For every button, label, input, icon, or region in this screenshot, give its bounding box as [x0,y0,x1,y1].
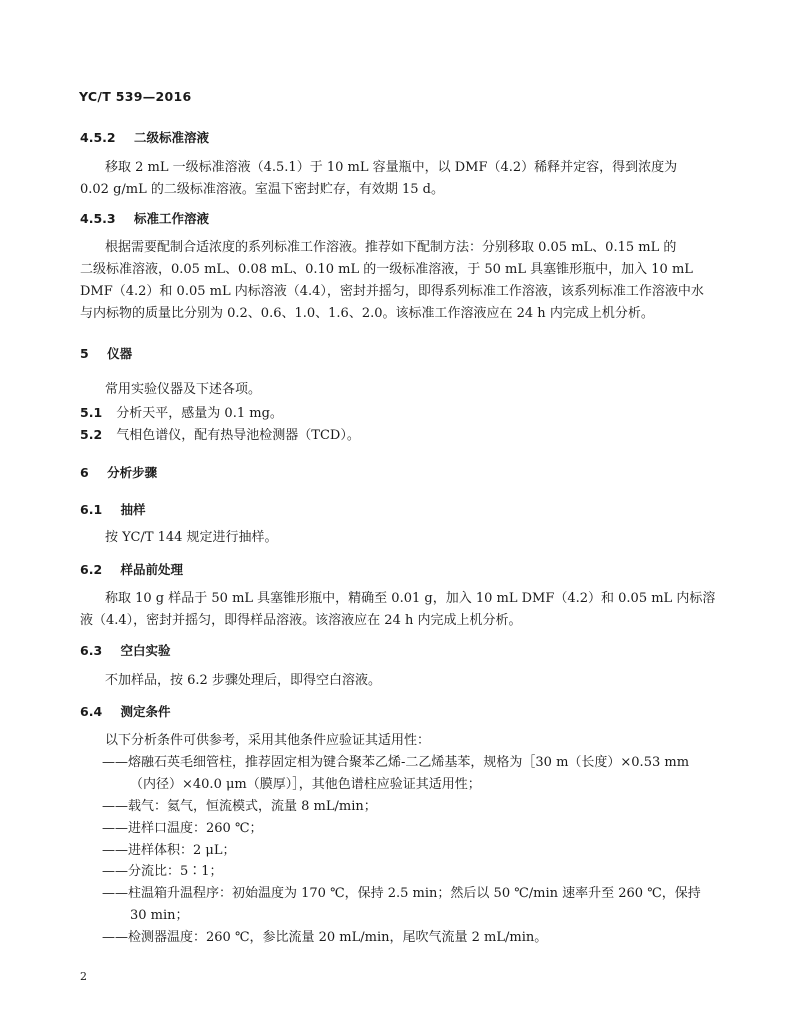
heading-number: 6.2 [80,562,103,577]
paragraph-line: 液（4.4），密封并摇匀，即得样品溶液。该溶液应在 24 h 内完成上机分析。 [80,613,522,628]
paragraph-line: 二级标准溶液，0.05 mL、0.08 mL、0.10 mL 的一级标准溶液，于 50 mL 具塞锥形瓶中，加入 10 mL [80,262,693,277]
page-number: 2 [80,970,87,983]
heading-number: 6 [80,465,89,480]
std-code: YC/T 539—2016 [79,89,192,104]
condition-item: ——柱温箱升温程序：初始温度为 170 ℃，保持 2.5 min；然后以 50 ℃/min 速率升至 260 ℃，保持 [102,886,701,901]
heading-number: 4.5.2 [80,130,116,145]
heading-6-4 [80,704,171,720]
item-text: 分析天平，感量为 0.1 mg。 [116,406,283,421]
heading-number: 4.5.3 [80,211,116,226]
heading-6-2 [80,562,183,578]
paragraph-line: 不加样品，按 6.2 步骤处理后，即得空白溶液。 [105,673,381,688]
item-number: 5.1 [80,405,103,420]
heading-5 [80,346,132,362]
heading-title: 抽样 [120,502,146,517]
heading-title: 样品前处理 [120,562,184,577]
condition-item: ——进样体积：2 μL； [102,843,236,858]
list-item [80,427,360,444]
paragraph-line: 移取 2 mL 一级标准溶液（4.5.1）于 10 mL 容量瓶中，以 DMF（4.2）稀释并定容，得到浓度为 [105,160,678,175]
heading-number: 6.3 [80,643,103,658]
condition-item: ——载气：氦气，恒流模式，流量 8 mL/min； [102,799,377,814]
heading-4-5-3 [80,211,209,227]
paragraph-line: 按 YC/T 144 规定进行抽样。 [105,530,278,545]
heading-6-1 [80,502,146,518]
heading-number: 6.1 [80,502,103,517]
heading-6-3 [80,643,171,659]
heading-title: 测定条件 [120,704,171,719]
list-item [80,405,283,422]
condition-item: ——熔融石英毛细管柱，推荐固定相为键合聚苯乙烯-二乙烯基苯，规格为［30 m（长度）×0.53 mm [102,755,690,770]
heading-number: 6.4 [80,704,103,719]
condition-item: 30 min； [130,908,189,923]
condition-item: ——分流比：5∶1； [102,864,223,879]
paragraph-line: DMF（4.2）和 0.05 mL 内标溶液（4.4），密封并摇匀，即得系列标准工作溶液，该系列标准工作溶液中水 [80,284,704,299]
heading-title: 仪器 [107,346,133,361]
paragraph-line: 0.02 g/mL 的二级标准溶液。室温下密封贮存，有效期 15 d。 [80,182,445,197]
paragraph-line: 称取 10 g 样品于 50 mL 具塞锥形瓶中，精确至 0.01 g，加入 10 mL DMF（4.2）和 0.05 mL 内标溶 [105,591,716,606]
heading-number: 5 [80,346,89,361]
heading-title: 空白实验 [120,643,171,658]
paragraph-line: 根据需要配制合适浓度的系列标准工作溶液。推荐如下配制方法：分别移取 0.05 mL、0.15 mL 的 [105,240,677,255]
item-text: 气相色谱仪，配有热导池检测器（TCD）。 [116,428,360,443]
heading-4-5-2 [80,130,209,146]
heading-6 [80,465,157,481]
heading-title: 分析步骤 [107,465,158,480]
heading-title: 标准工作溶液 [133,211,209,226]
item-number: 5.2 [80,427,103,442]
condition-item: （内径）×40.0 μm（膜厚）］，其他色谱柱应验证其适用性； [130,777,481,792]
paragraph-line: 常用实验仪器及下述各项。 [105,382,262,397]
paragraph-line: 与内标物的质量比分别为 0.2、0.6、1.0、1.6、2.0。该标准工作溶液应在 24 h 内完成上机分析。 [80,306,654,321]
condition-item: ——进样口温度：260 ℃； [102,821,263,836]
paragraph-line: 以下分析条件可供参考，采用其他条件应验证其适用性： [105,733,431,748]
condition-item: ——检测器温度：260 ℃，参比流量 20 mL/min，尾吹气流量 2 mL/min。 [102,930,548,945]
heading-title: 二级标准溶液 [133,130,209,145]
